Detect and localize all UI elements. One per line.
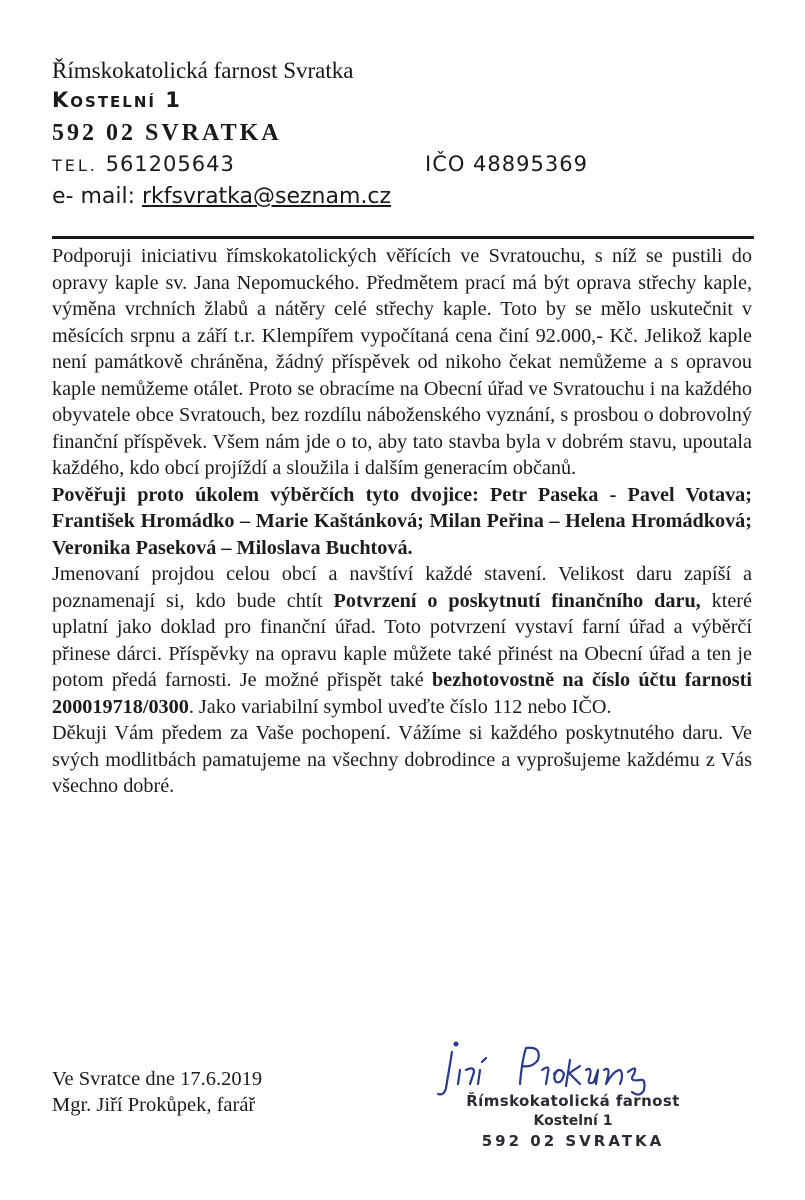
letter-body: [52, 243, 752, 800]
letterhead-street: Kostelní 1: [52, 88, 182, 112]
paragraph-appeal: Podporuji iniciativu římskokatolických věřících ve Svratouchu, s níž se pustili do opravy kaple sv. Jana Nepomuckého. Předmětem prací má být oprava střechy kaple, výměna vrchních žlabů a nátěry celé střechy kaple. Toto by se mělo uskutečnit v měsících srpnu a září t.r. Klempířem vypočítaná cena činí 92.000,- Kč. Jelikož kaple není památkově chráněna, žádný příspěvek od nikoho čekat nemůžeme a s opravou kaple nemůžeme otálet. Proto se obracíme na Obecní úřad ve Svratouchu i na každého obyvatele obce Svratouch, bez rozdílu náboženského vyznání, s prosbou o dobrovolný finanční příspěvek. Všem nám jde o to, aby tato stavba byla v dobrém stavu, upoutala každého, kdo obcí projíždí a sloužila i dalším generacím občanů.: [52, 245, 752, 479]
stamp-name: Římskokatolická farnost: [466, 1092, 680, 1110]
letterhead-name: Římskokatolická farnost Svratka: [52, 58, 354, 83]
letterhead-city: 592 02 SVRATKA: [52, 120, 282, 146]
email-link[interactable]: rkfsvratka@seznam.cz: [142, 184, 392, 209]
paragraph-thanks: Děkuji Vám předem za Vaše pochopení. Vážíme si každého poskytnutého daru. Ve svých modlitbách pamatujeme na všechny dobrodince a vyprošujeme každému z Vás všechno dobré.: [52, 722, 752, 797]
letterhead-divider: [52, 236, 754, 239]
parish-stamp: [448, 1092, 698, 1150]
phone-number: 561205643: [105, 152, 235, 176]
stamp-city: 592 02 SVRATKA: [481, 1132, 665, 1150]
letterhead-email-line: [52, 184, 391, 209]
collectors-text: Pověřuji proto úkolem výběrčích tyto dvojice: Petr Paseka - Pavel Votava; František Hromádko – Marie Kaštánková; Milan Peřina – Helena Hromádková; Veronika Paseková – Miloslava Buchtová.: [52, 483, 752, 559]
letterhead-phone-line: [52, 152, 235, 176]
instructions-text-2: které uplatní jako doklad pro finanční úřad. Toto potvrzení vystaví farní úřad a výběrčí přinese dárci. Příspěvky na opravu kaple můžete také přinést na Obecní úřad a ten je potom předá farnosti. Je možné přispět také: [52, 589, 752, 691]
handwritten-signature: [430, 1030, 700, 1100]
paragraph-collectors: [52, 482, 752, 562]
place-date: Ve Svratce dne 17.6.2019: [52, 1068, 263, 1090]
bank-account-highlight: bezhotovostně na číslo účtu farnosti 200019718/0300: [52, 669, 752, 718]
phone-label: TEL.: [52, 156, 98, 175]
letterhead-ico: IČO 48895369: [425, 152, 588, 176]
stamp-street: Kostelní 1: [533, 1113, 613, 1129]
author-name: Mgr. Jiří Prokůpek, farář: [52, 1094, 256, 1116]
confirmation-highlight: Potvrzení o poskytnutí finančního daru,: [333, 589, 701, 612]
instructions-text-3: . Jako variabilní symbol uveďte číslo 112 nebo IČO.: [188, 695, 612, 718]
paragraph-instructions: [52, 561, 752, 720]
signature-block: [52, 1066, 262, 1118]
instructions-text-1: Jmenovaní projdou celou obcí a navštíví každé stavení. Velikost daru zapíší a poznamenají si, kdo bude chtít: [52, 563, 752, 612]
email-label: e- mail:: [52, 184, 136, 209]
